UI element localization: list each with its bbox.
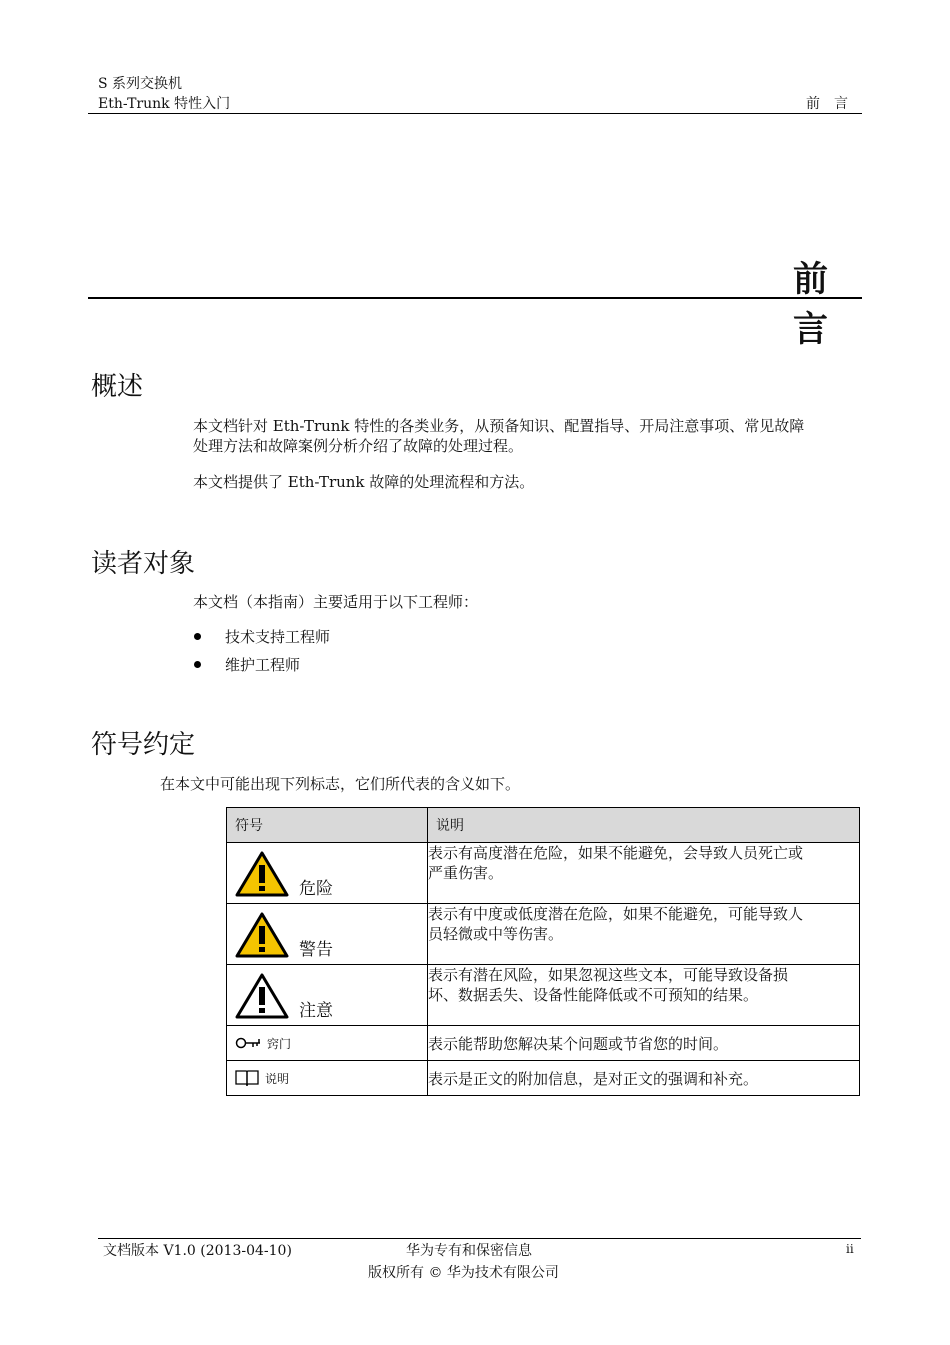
caution-label: 注意 (299, 1001, 333, 1021)
tip-label: 窍门 (267, 1036, 292, 1051)
overview-para1-line2: 处理方法和故障案例分析介绍了故障的处理过程。 (193, 437, 524, 455)
key-icon (235, 1037, 261, 1049)
overview-para1-line1: 本文档针对 Eth-Trunk 特性的各类业务，从预备知识、配置指导、开局注意事项、常见故障 (193, 417, 805, 435)
chapter-rule (88, 297, 862, 299)
table-row (227, 843, 860, 904)
caution-icon (235, 973, 289, 1019)
danger-warning-icon (235, 851, 289, 897)
footer-version: 文档版本 V1.0 (2013-04-10) (103, 1243, 292, 1259)
header-rule (88, 113, 862, 114)
warning-icon (235, 912, 289, 958)
warning-desc-line1: 表示有中度或低度潜在危险，如果不能避免，可能导致人 (428, 905, 804, 923)
caution-description (428, 965, 860, 1026)
note-description: 表示是正文的附加信息，是对正文的强调和补充。 (428, 1061, 860, 1096)
bullet-icon (194, 633, 201, 640)
footer-page-number: ii (846, 1242, 854, 1256)
header-product: S 系列交换机 (98, 76, 183, 92)
footer-rule (98, 1238, 861, 1239)
book-icon (235, 1069, 259, 1087)
conventions-heading: 符号约定 (91, 730, 196, 760)
table-header-row (227, 808, 860, 843)
audience-list-item (194, 654, 300, 675)
audience-intro: 本文档（本指南）主要适用于以下工程师： (193, 593, 479, 611)
caution-desc-line1: 表示有潜在风险，如果忽视这些文本，可能导致设备损 (428, 966, 789, 984)
danger-desc-line1: 表示有高度潜在危险，如果不能避免，会导致人员死亡或 (428, 844, 804, 862)
caution-desc-line2: 坏、数据丢失、设备性能降低或不可预知的结果。 (428, 986, 759, 1004)
warning-label: 警告 (299, 940, 333, 960)
danger-desc-line2: 严重伤害。 (428, 864, 504, 882)
symbol-table (226, 807, 860, 1096)
table-header-symbol: 符号 (227, 808, 428, 843)
audience-heading: 读者对象 (91, 549, 196, 579)
bullet-icon (194, 661, 201, 668)
header-doc-title: Eth-Trunk 特性入门 (98, 96, 231, 112)
table-row (227, 1061, 860, 1096)
danger-label: 危险 (299, 879, 333, 899)
tip-symbol-cell (227, 1026, 428, 1061)
footer-confidential: 华为专有和保密信息 (406, 1243, 532, 1259)
warning-desc-line2: 员轻微或中等伤害。 (428, 925, 564, 943)
chapter-title: 前言 (792, 260, 862, 350)
footer-copyright: 版权所有 © 华为技术有限公司 (368, 1265, 559, 1281)
danger-symbol-cell (227, 843, 428, 904)
note-symbol-cell (227, 1061, 428, 1096)
danger-description (428, 843, 860, 904)
table-row (227, 904, 860, 965)
overview-heading: 概述 (91, 372, 144, 402)
table-header-description: 说明 (428, 808, 860, 843)
table-row (227, 965, 860, 1026)
caution-symbol-cell (227, 965, 428, 1026)
warning-symbol-cell (227, 904, 428, 965)
tip-description: 表示能帮助您解决某个问题或节省您的时间。 (428, 1026, 860, 1061)
overview-para2: 本文档提供了 Eth-Trunk 故障的处理流程和方法。 (193, 473, 535, 491)
conventions-intro: 在本文中可能出现下列标志，它们所代表的含义如下。 (160, 775, 521, 793)
table-row (227, 1026, 860, 1061)
audience-item-label: 维护工程师 (225, 656, 301, 674)
audience-item-label: 技术支持工程师 (225, 628, 331, 646)
audience-list-item (194, 626, 330, 647)
warning-description (428, 904, 860, 965)
header-section: 前言 (806, 96, 862, 112)
note-label: 说明 (265, 1071, 290, 1086)
